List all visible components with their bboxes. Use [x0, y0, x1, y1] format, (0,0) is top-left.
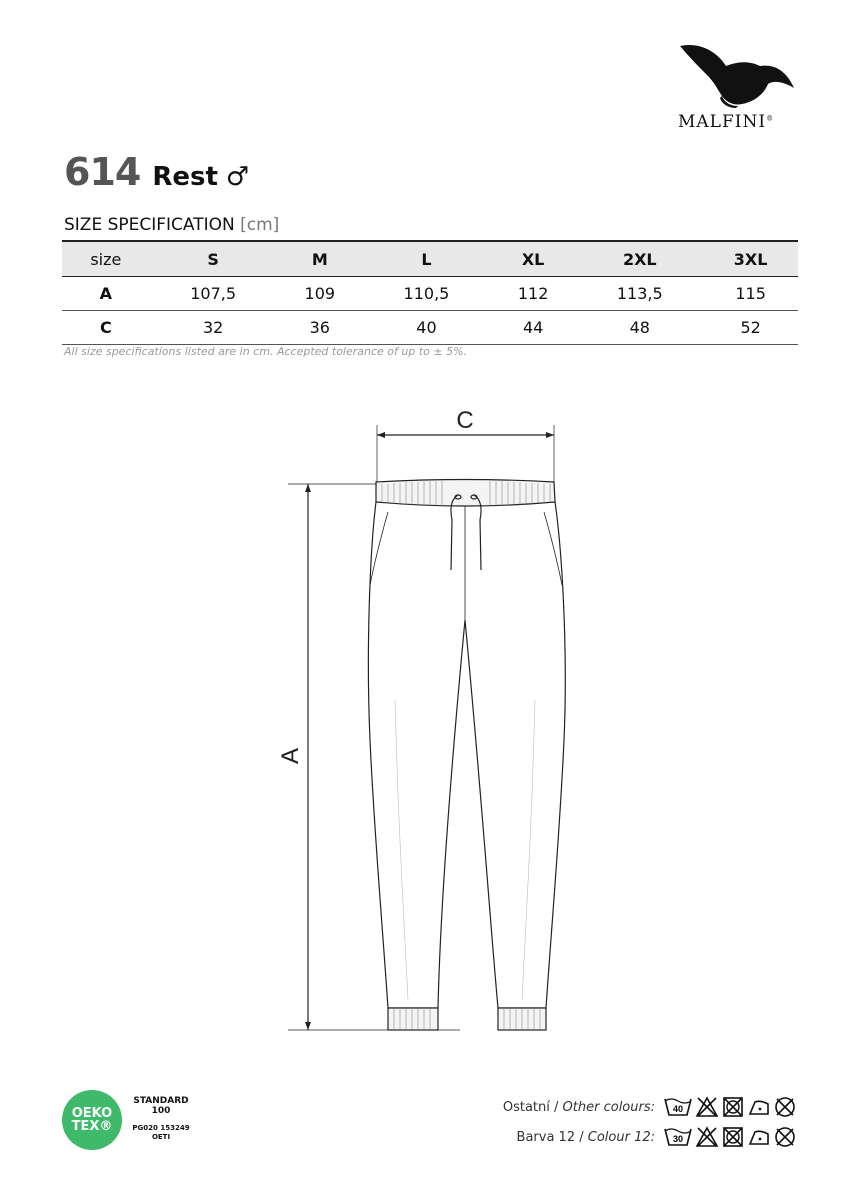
no-dry-clean-icon [773, 1095, 797, 1119]
table-header-cell: XL [490, 241, 576, 277]
svg-text:30: 30 [672, 1134, 684, 1144]
product-title [64, 150, 249, 198]
no-tumble-dry-icon [721, 1125, 745, 1149]
wash-icon [663, 1095, 693, 1119]
product-number: 614 [64, 150, 141, 194]
care-icons [663, 1095, 797, 1119]
table-cell: 109 [277, 277, 363, 311]
table-row [62, 311, 798, 345]
table-header-cell: 3XL [703, 241, 798, 277]
table-header-cell: S [150, 241, 277, 277]
brand-name: MALFINI® [678, 112, 775, 132]
table-cell: 32 [150, 311, 277, 345]
table-row [62, 277, 798, 311]
care-row-colour-12 [517, 1125, 797, 1149]
oeko-badge-line1: OEKO [71, 1106, 113, 1121]
standard-line1: STANDARD [133, 1096, 189, 1106]
no-dry-clean-icon [773, 1125, 797, 1149]
table-cell: 44 [490, 311, 576, 345]
iron-icon [747, 1095, 771, 1119]
male-gender-icon: ♂ [225, 162, 250, 192]
no-bleach-icon [695, 1125, 719, 1149]
width-label: C [456, 407, 474, 434]
care-label: Barva 12 / Colour 12: [516, 1129, 655, 1145]
table-cell: 110,5 [363, 277, 490, 311]
table-cell: 52 [703, 311, 798, 345]
bird-logo-icon [678, 40, 798, 108]
iron-icon [747, 1125, 771, 1149]
certificate-code: PG020 153249 [132, 1124, 190, 1132]
table-header-cell: L [363, 241, 490, 277]
length-label: A [277, 747, 304, 765]
size-spec-heading: SIZE SPECIFICATION [cm] [64, 215, 280, 235]
table-header-row [62, 241, 798, 277]
table-cell: 36 [277, 311, 363, 345]
table-cell: 113,5 [576, 277, 703, 311]
care-row-other-colours [503, 1095, 797, 1119]
table-cell: 40 [363, 311, 490, 345]
certificate-institute: OETI [151, 1133, 171, 1141]
table-cell: 48 [576, 311, 703, 345]
standard-line2: 100 [151, 1106, 171, 1116]
table-header-cell: M [277, 241, 363, 277]
oeko-badge-line2: TEX® [71, 1119, 113, 1134]
oeko-tex-badge [62, 1090, 122, 1150]
product-name: Rest [152, 162, 218, 192]
table-cell: 107,5 [150, 277, 277, 311]
no-tumble-dry-icon [721, 1095, 745, 1119]
row-label: A [62, 277, 150, 311]
table-cell: 115 [703, 277, 798, 311]
wash-icon [663, 1125, 693, 1149]
care-label: Ostatní / Other colours: [502, 1099, 655, 1115]
svg-text:40: 40 [672, 1104, 684, 1114]
tolerance-note: All size specifications listed are in cm. Accepted tolerance of up to ± 5%. [64, 345, 468, 358]
oeko-tex-standard [126, 1096, 196, 1142]
brand-logo [672, 40, 802, 135]
table-header-cell: 2XL [576, 241, 703, 277]
trousers-technical-drawing [270, 400, 590, 1040]
table-cell: 112 [490, 277, 576, 311]
care-icons [663, 1125, 797, 1149]
table-header-cell: size [62, 241, 150, 277]
size-table [62, 240, 798, 345]
row-label: C [62, 311, 150, 345]
no-bleach-icon [695, 1095, 719, 1119]
